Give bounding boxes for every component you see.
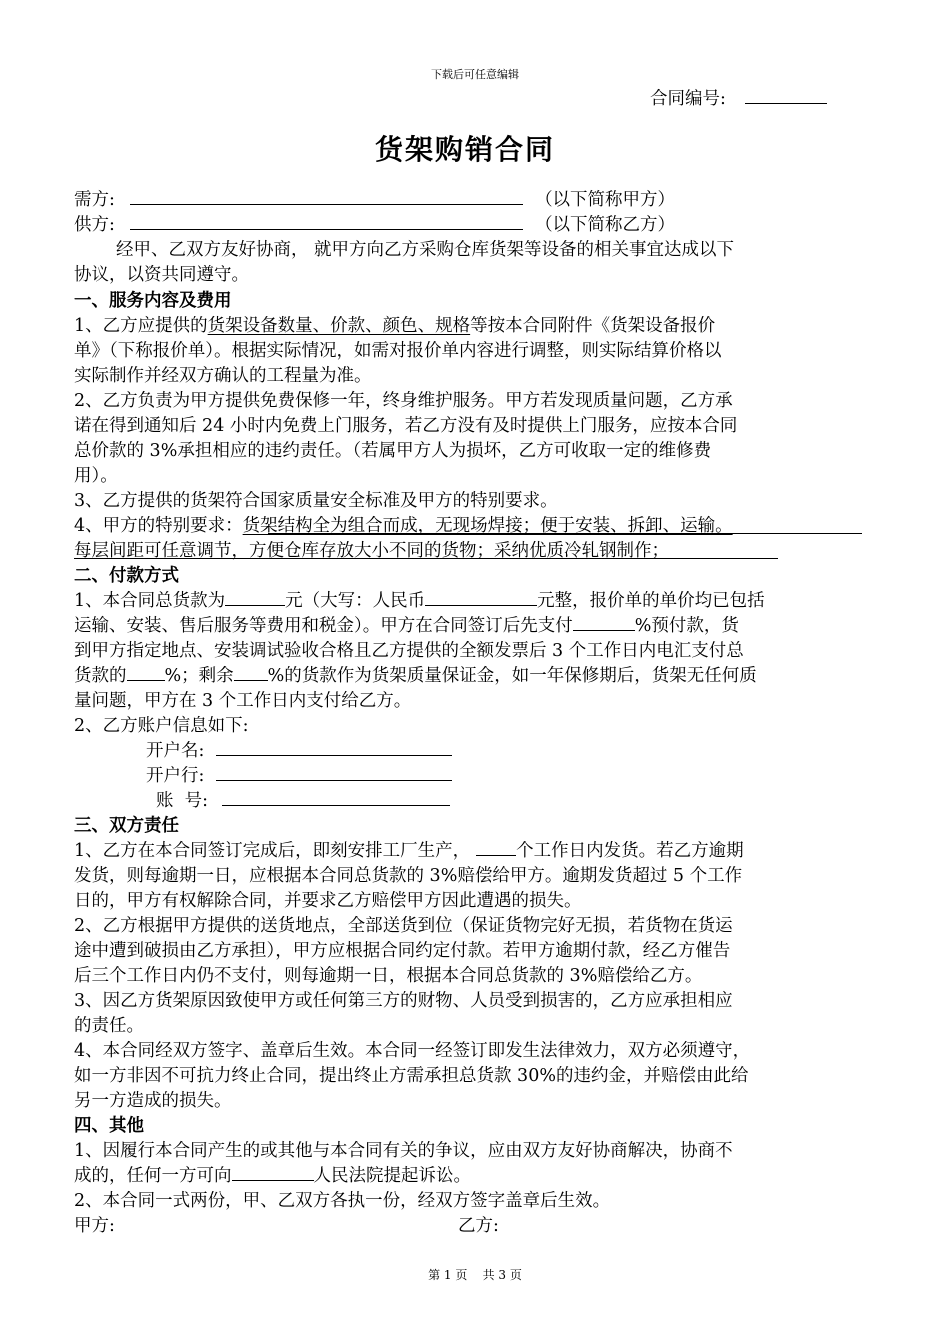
s3-delivery-tail: 个工作日内发货。若乙方逾期	[516, 841, 744, 861]
total-capital-blank[interactable]	[425, 590, 537, 606]
buyer-suffix: （以下简称甲方）	[535, 190, 676, 210]
s2-p2: 2、乙方账户信息如下:	[74, 716, 249, 736]
bank-name-row	[146, 739, 452, 763]
s1-p1-line-1	[74, 314, 715, 338]
header-note: 下载后可任意编辑	[431, 68, 519, 81]
party-b-signature[interactable]: 乙方:	[458, 1216, 499, 1236]
s2-text-tail: 元整，报价单的单价均已包括	[537, 591, 765, 611]
court-blank[interactable]	[232, 1165, 314, 1181]
s1-p2-line-1: 2、乙方负责为甲方提供免费保修一年，终身维护服务。甲方若发现质量问题，乙方承	[74, 391, 733, 411]
s2-p1-line-5: 量问题，甲方在 3 个工作日内支付给乙方。	[74, 691, 412, 711]
contract-number-label: 合同编号:	[650, 89, 726, 109]
s1-p1-text-tail: 等按本合同附件《货架设备报价	[470, 316, 716, 336]
s2-total-label: 1、本合同总货款为	[74, 591, 226, 611]
s1-p4-line-2	[74, 539, 669, 563]
section-2-heading: 二、付款方式	[74, 566, 179, 586]
s2-warranty-text: %的货款作为货架质量保证金，如一年保修期后，货架无任何质	[267, 666, 757, 686]
bank-name-blank[interactable]	[216, 740, 452, 756]
s4-court-label: 成的，任何一方可向	[74, 1166, 232, 1186]
page-title: 货架购销合同	[374, 133, 555, 166]
s3-p1-line-3: 日的，甲方有权解除合同，并要求乙方赔偿甲方因此遭遇的损失。	[74, 891, 582, 911]
s3-production-text: 1、乙方在本合同签订完成后，即刻安排工厂生产，	[74, 841, 471, 861]
party-a-signature[interactable]: 甲方:	[74, 1216, 115, 1236]
s4-p1-line-2	[74, 1164, 471, 1188]
s1-p1-underlined: 货架设备数量、价款、颜色、规格	[207, 316, 471, 336]
total-amount-blank[interactable]	[225, 590, 285, 606]
bank-blank[interactable]	[216, 765, 452, 781]
seller-name-blank[interactable]	[130, 214, 523, 230]
s4-court-tail: 人民法院提起诉讼。	[313, 1166, 471, 1186]
account-blank[interactable]	[222, 790, 450, 806]
s3-p4-line-3: 另一方造成的损失。	[74, 1091, 232, 1111]
paid-percent-blank[interactable]	[127, 665, 165, 681]
s3-p1-line-2: 发货，则每逾期一日，应根据本合同总货款的 3%赔偿给甲方。逾期发货超过 5 个工作	[74, 866, 743, 886]
s3-p2-line-2: 途中遭到破损由乙方承担），甲方应根据合同约定付款。若甲方逾期付款，经乙方催告	[74, 941, 731, 961]
s3-p4-line-2: 如一方非因不可抗力终止合同，提出终止方需承担总货款 30%的违约金，并赔偿由此给	[74, 1066, 749, 1086]
s1-p4-line-1	[74, 514, 733, 538]
s2-p1-line-2	[74, 614, 739, 638]
intro-line-1: 经甲、乙双方友好协商， 就甲方向乙方采购仓库货架等设备的相关事宜达成以下	[116, 240, 735, 260]
s1-p2-line-4: 用）。	[74, 466, 118, 486]
account-row	[156, 789, 450, 813]
s1-p1-line-3: 实际制作并经双方确认的工程量为准。	[74, 366, 372, 386]
s3-p3-line-2: 的责任。	[74, 1016, 144, 1036]
s3-p4-line-1: 4、本合同经双方签字、盖章后生效。本合同一经签订即发生法律效力，双方必须遵守，	[74, 1041, 751, 1061]
section-1-heading: 一、服务内容及费用	[74, 291, 232, 311]
seller-line	[74, 213, 675, 237]
s3-p2-line-3: 后三个工作日内仍不支付，则每逾期一日，根据本合同总货款的 3%赔偿给乙方。	[74, 966, 703, 986]
s1-p1-line-2: 单》（下称报价单）。根据实际情况，如需对报价单内容进行调整，则实际结算价格以	[74, 341, 722, 361]
s3-p2-line-1: 2、乙方根据甲方提供的送货地点，全部送货到位（保证货物完好无损，若货物在货运	[74, 916, 733, 936]
bank-label: 开户行:	[146, 766, 205, 786]
s1-p2-line-3: 总价款的 3%承担相应的违约责任。（若属甲方人为损坏，乙方可收取一定的维修费	[74, 441, 712, 461]
s4-p2: 2、本合同一式两份，甲、乙双方各执一份，经双方签字盖章后生效。	[74, 1191, 611, 1211]
s2-p1-line-1	[74, 589, 765, 613]
s1-p2-line-2: 诺在得到通知后 24 小时内免费上门服务，若乙方没有及时提供上门服务，应按本合同	[74, 416, 738, 436]
s4-p1-line-1: 1、因履行本合同产生的或其他与本合同有关的争议，应由双方友好协商解决，协商不	[74, 1141, 733, 1161]
s2-p1-line-3: 到甲方指定地点、安装调试验收合格且乙方提供的全额发票后 3 个工作日内电汇支付总	[74, 641, 744, 661]
s2-p1-line-4	[74, 664, 757, 688]
s1-p1-text: 1、乙方应提供的	[74, 316, 208, 336]
seller-label: 供方:	[74, 215, 115, 235]
remain-percent-blank[interactable]	[234, 665, 268, 681]
s2-paid-label: 货款的	[74, 666, 127, 686]
s2-prepay-tail: %预付款，货	[634, 616, 739, 636]
prepay-percent-blank[interactable]	[573, 615, 635, 631]
s2-capital-label: 元（大写：人民币	[285, 591, 426, 611]
bank-name-label: 开户名:	[146, 741, 205, 761]
intro-line-2: 协议，以资共同遵守。	[74, 265, 249, 285]
delivery-days-blank[interactable]	[476, 840, 516, 856]
s1-p4-requirement-1: 货架结构全为组合而成，无现场焊接；便于安装、拆卸、运输。	[242, 516, 733, 536]
contract-number	[650, 86, 827, 112]
section-3-heading: 三、双方责任	[74, 816, 179, 836]
s1-p4-underline-1	[268, 533, 862, 534]
s1-p3: 3、乙方提供的货架符合国家质量安全标准及甲方的特别要求。	[74, 491, 558, 511]
buyer-label: 需方:	[74, 190, 115, 210]
s3-p3-line-1: 3、因乙方货架原因致使甲方或任何第三方的财物、人员受到损害的，乙方应承担相应	[74, 991, 733, 1011]
contract-number-blank[interactable]	[745, 88, 827, 104]
s1-p4-requirement-2: 每层间距可任意调节，方便仓库存放大小不同的货物；采纳优质冷轧钢制作；	[74, 541, 669, 561]
s2-remain-label: %；剩余	[164, 666, 234, 686]
s3-p1-line-1	[74, 839, 744, 863]
seller-suffix: （以下简称乙方）	[535, 215, 676, 235]
s1-p4-label: 4、甲方的特别要求：	[74, 516, 243, 536]
section-4-heading: 四、其他	[74, 1116, 144, 1136]
account-label: 账 号:	[156, 791, 209, 811]
bank-row	[146, 764, 452, 788]
buyer-line	[74, 188, 675, 212]
buyer-name-blank[interactable]	[130, 189, 523, 205]
s1-p4-underline-2	[74, 558, 778, 559]
s2-prepay-text: 运输、安装、售后服务等费用和税金）。甲方在合同签订后先支付	[74, 616, 573, 636]
page-footer: 第 1 页 共 3 页	[428, 1268, 522, 1282]
